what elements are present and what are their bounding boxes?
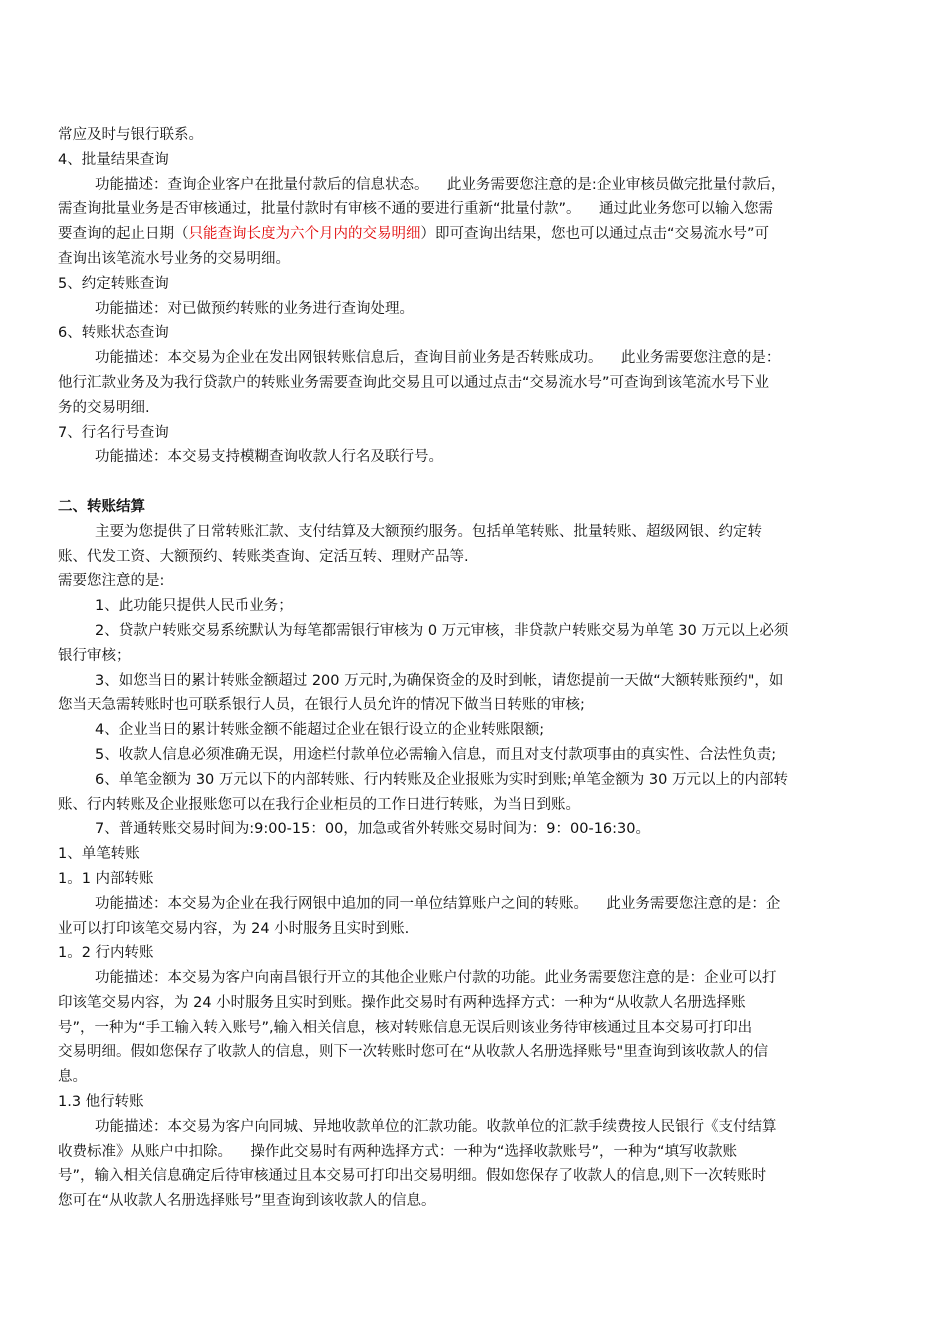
subsection-heading: 1。1 内部转账 <box>58 870 154 887</box>
paragraph-line: 功能描述：本交易为企业在发出网银转账信息后，查询目前业务是否转账成功。 此业务需要您注意的是： <box>95 350 781 367</box>
paragraph-line: 交易明细。假如您保存了收款人的信息，则下一次转账时您可在“从收款人名册选择账号"里查询到该收款人的信 <box>58 1044 769 1061</box>
spacer <box>58 470 898 495</box>
section-heading: 6、转账状态查询 <box>58 325 169 342</box>
list-item: 5、收款人信息必须准确无误，用途栏付款单位必需输入信息，而且对支付款项事由的真实性、合法性负责; <box>95 746 777 763</box>
paragraph-line: 账、代发工资、大额预约、转账类查询、定活互转、理财产品等. <box>58 548 469 565</box>
list-item: 2、贷款户转账交易系统默认为每笔都需银行审核为 0 万元审核，非贷款户转账交易为单笔 30 万元以上必须 <box>95 622 789 639</box>
section-heading: 4、批量结果查询 <box>58 151 169 168</box>
list-item-continuation: 银行审核； <box>58 647 131 664</box>
paragraph-line: 功能描述：查询企业客户在批量付款后的信息状态。 此业务需要您注意的是:企业审核员做完批量付款后， <box>95 176 786 193</box>
paragraph-line: 您可在“从收款人名册选择账号”里查询到该收款人的信息。 <box>58 1193 436 1210</box>
paragraph-line: 号”，输入相关信息确定后待审核通过且本交易可打印出交易明细。假如您保存了收款人的信息,则下一次转账时 <box>58 1168 767 1185</box>
paragraph-line: 功能描述：本交易为企业在我行网银中追加的同一单位结算账户之间的转账。 此业务需要您注意的是：企 <box>95 895 781 912</box>
paragraph-line: 功能描述：本交易为客户向同城、异地收款单位的汇款功能。收款单位的汇款手续费按人民银行《支付结算 <box>95 1118 777 1135</box>
paragraph-line: 主要为您提供了日常转账汇款、支付结算及大额预约服务。包括单笔转账、批量转账、超级网银、约定转 <box>95 523 762 540</box>
paragraph-line: 功能描述：本交易支持模糊查询收款人行名及联行号。 <box>95 449 443 466</box>
list-item: 3、如您当日的累计转账金额超过 200 万元时,为确保资金的及时到帐，请您提前一天做“大额转账预约"，如 <box>95 672 784 689</box>
paragraph-line: 息。 <box>58 1069 87 1086</box>
subsection-heading: 1.3 他行转账 <box>58 1094 144 1111</box>
paragraph-line: 业可以打印该笔交易内容，为 24 小时服务且实时到账. <box>58 920 410 937</box>
section-heading: 7、行名行号查询 <box>58 424 169 441</box>
paragraph-line: 功能描述：本交易为客户向南昌银行开立的其他企业账户付款的功能。此业务需要您注意的是：企业可以打 <box>95 970 777 987</box>
paragraph-line: 功能描述：对已做预约转账的业务进行查询处理。 <box>95 300 414 317</box>
highlighted-text: 只能查询长度为六个月内的交易明细 <box>188 226 421 243</box>
paragraph-line <box>58 222 898 247</box>
text-run: 要查询的起止日期（ <box>58 226 189 243</box>
section-heading: 1、单笔转账 <box>58 846 140 863</box>
list-item: 6、单笔金额为 30 万元以下的内部转账、行内转账及企业报账为实时到账;单笔金额为 30 万元以上的内部转 <box>95 771 788 788</box>
subsection-heading: 1。2 行内转账 <box>58 945 154 962</box>
paragraph-line: 需查询批量业务是否审核通过，批量付款时有审核不通的要进行重新“批量付款”。 通过此业务您可以输入您需 <box>58 201 773 218</box>
paragraph-line: 需要您注意的是: <box>58 573 165 590</box>
paragraph-line: 他行汇款业务及为我行贷款户的转账业务需要查询此交易且可以通过点击“交易流水号”可查询到该笔流水号下业 <box>58 374 770 391</box>
paragraph-line: 查询出该笔流水号业务的交易明细。 <box>58 250 290 267</box>
list-item-continuation: 您当天急需转账时也可联系银行人员，在银行人员允许的情况下做当日转账的审核; <box>58 697 585 714</box>
section-heading: 5、约定转账查询 <box>58 275 169 292</box>
paragraph-line: 务的交易明细. <box>58 399 150 416</box>
paragraph-line: 常应及时与银行联系。 <box>58 127 203 143</box>
paragraph-line: 号”，一种为“手工输入转入账号”,输入相关信息，核对转账信息无误后则该业务待审核通过且本交易可打印出 <box>58 1019 753 1036</box>
list-item: 4、企业当日的累计转账金额不能超过企业在银行设立的企业转账限额; <box>95 722 545 739</box>
chapter-title: 二、转账结算 <box>58 498 145 515</box>
list-item: 7、普通转账交易时间为:9:00-15：00，加急或省外转账交易时间为：9：00-16:30。 <box>95 821 650 838</box>
list-item-continuation: 账、行内转账及企业报账您可以在我行企业柜员的工作日进行转账，为当日到账。 <box>58 796 580 813</box>
paragraph-line: 收费标准》从账户中扣除。 操作此交易时有两种选择方式：一种为“选择收款账号”，一种为“填写收款账 <box>58 1143 737 1160</box>
text-run: ）即可查询出结果，您也可以通过点击“交易流水号”可 <box>420 226 770 243</box>
list-item: 1、此功能只提供人民币业务； <box>95 598 293 615</box>
paragraph-line: 印该笔交易内容，为 24 小时服务且实时到账。操作此交易时有两种选择方式：一种为“从收款人名册选择账 <box>58 994 746 1011</box>
document-body <box>58 123 898 1214</box>
